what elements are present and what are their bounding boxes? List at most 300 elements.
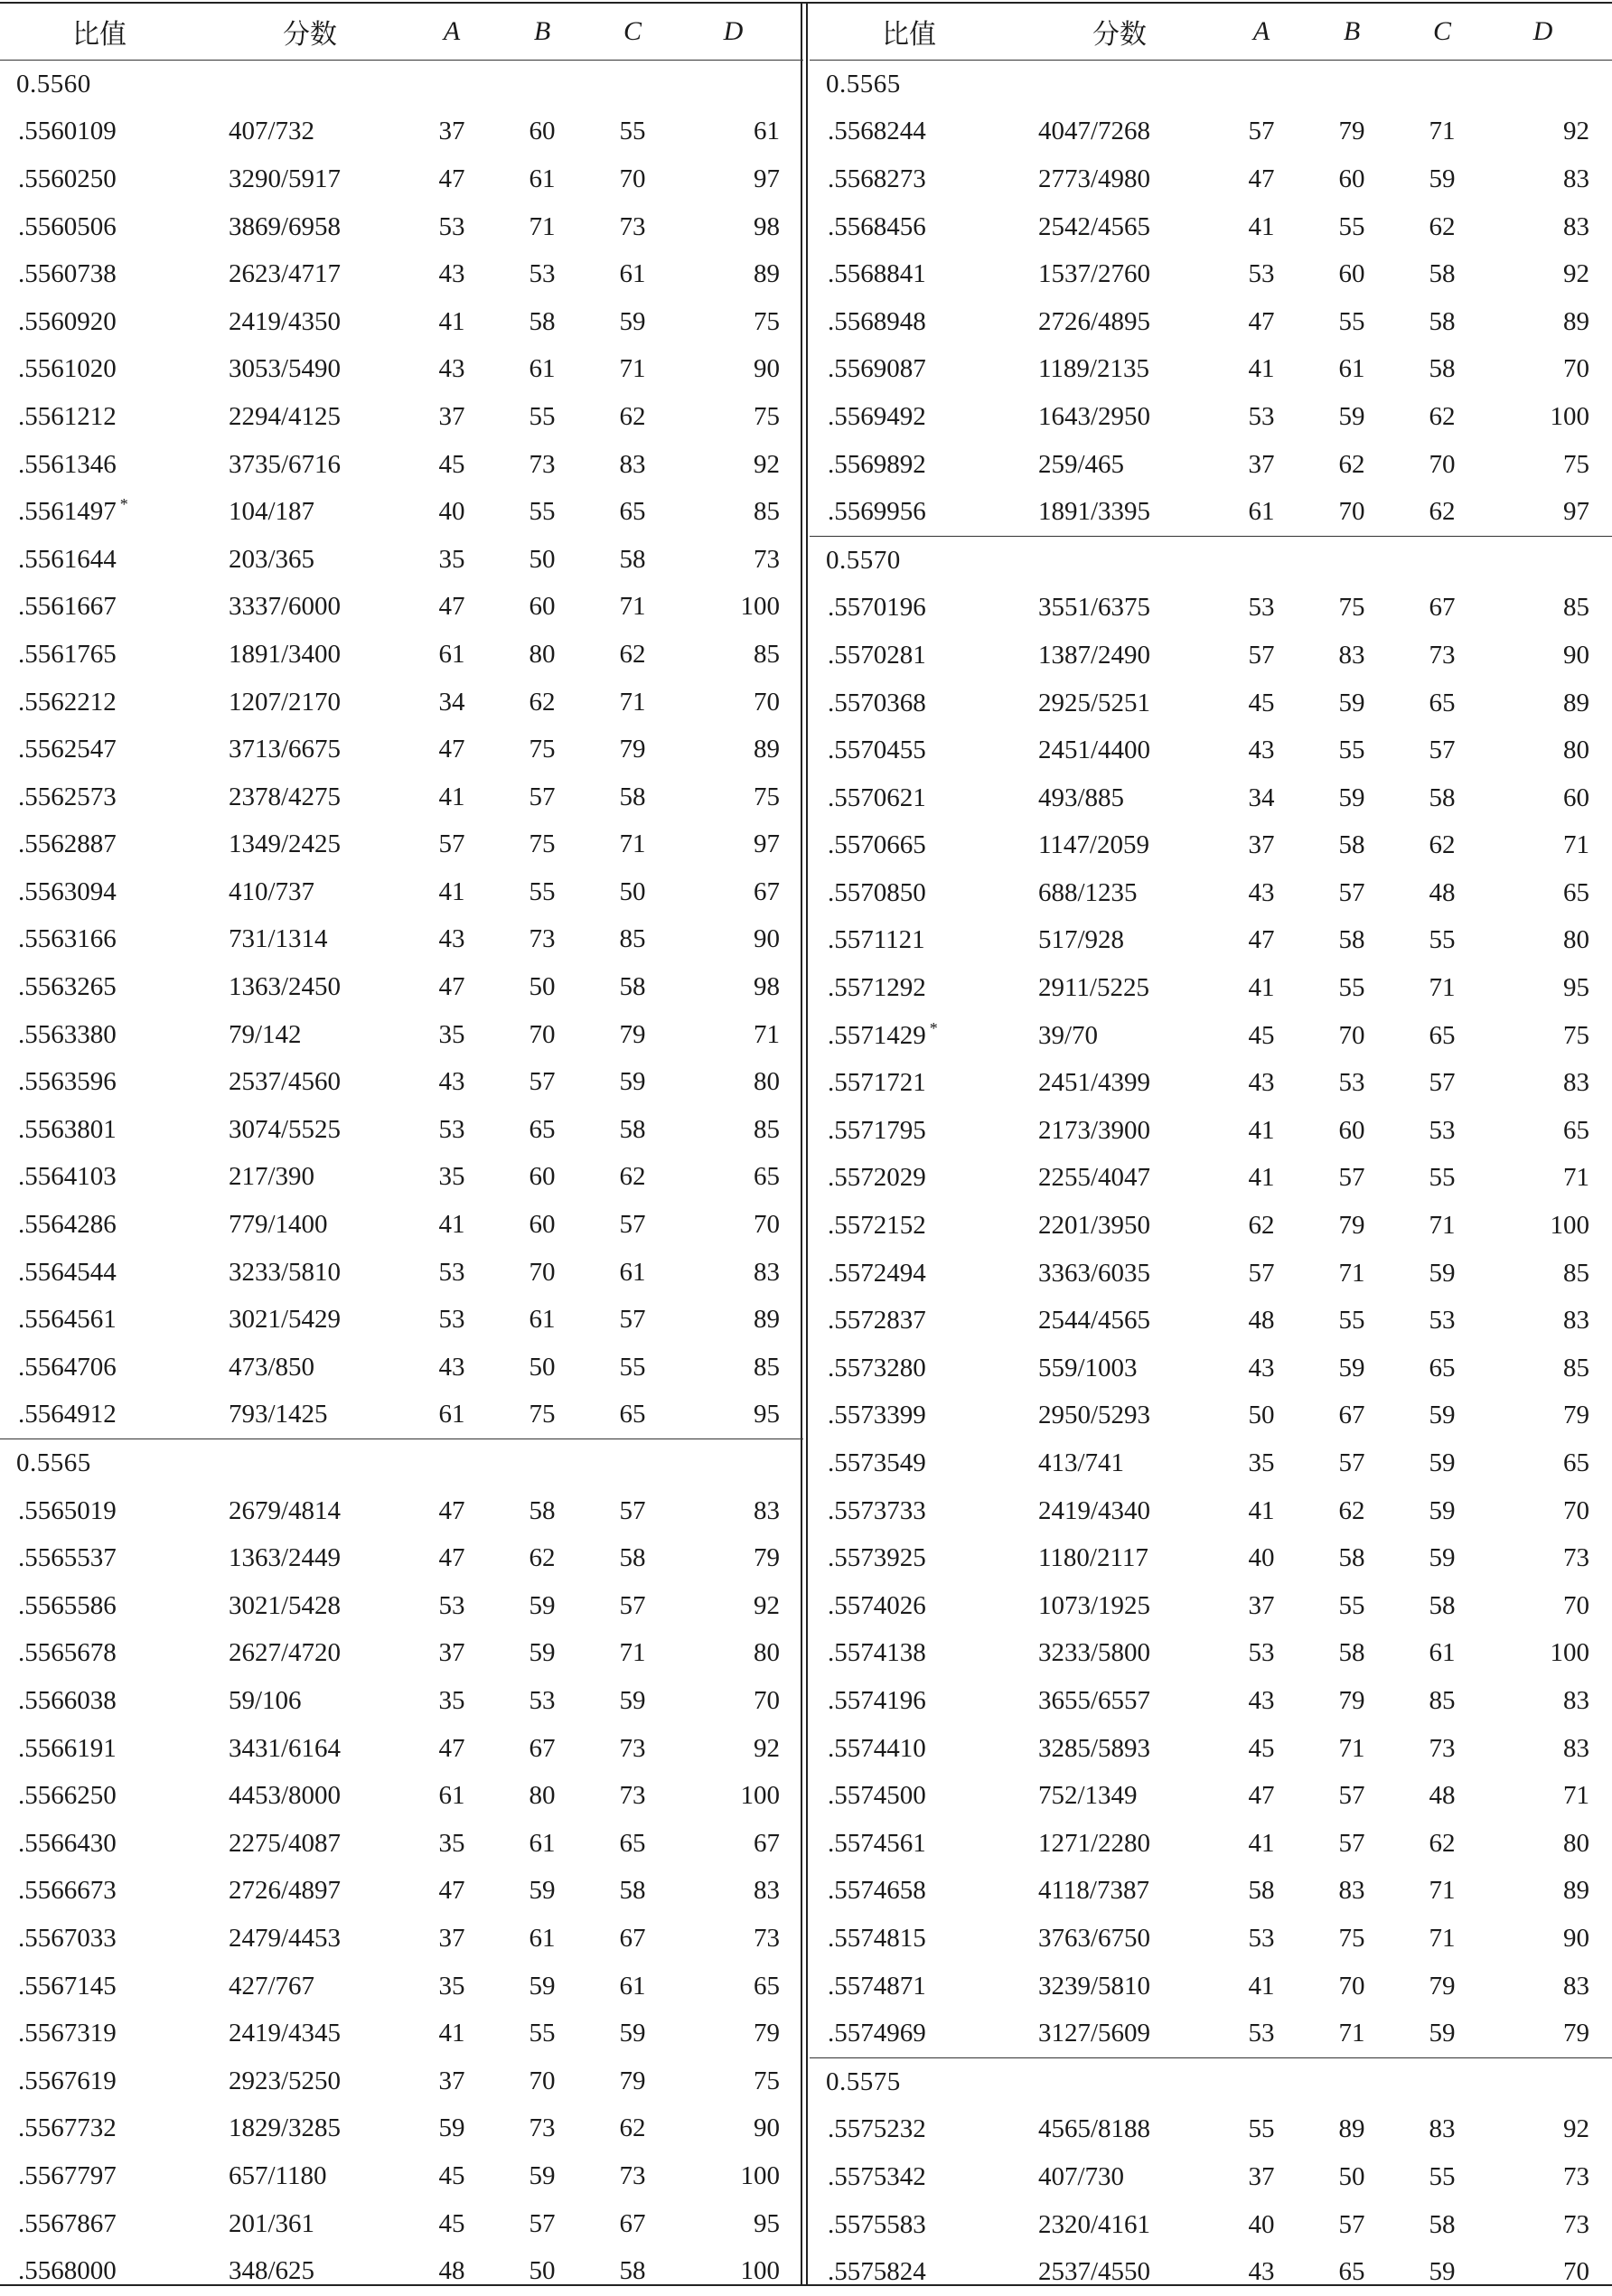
ratio-cell: [18, 536, 226, 584]
table-row: [0, 2247, 803, 2295]
table-row: [810, 585, 1612, 633]
ratio-value: .5560738: [18, 259, 117, 289]
table-row: [810, 822, 1612, 870]
c-cell: 58: [619, 782, 646, 811]
table-row: [0, 773, 803, 821]
ratio-value: .5568244: [828, 117, 926, 146]
b-cell: 70: [1338, 1020, 1365, 1050]
fraction-cell: 410/737: [229, 876, 315, 906]
ratio-value: .5567319: [18, 2019, 117, 2048]
c-cell: 58: [1429, 2209, 1456, 2239]
b-cell: 55: [1338, 973, 1365, 1003]
table-row: [0, 1154, 803, 1202]
a-cell: 41: [1248, 973, 1275, 1003]
fraction-cell: 2378/4275: [229, 782, 342, 811]
table-row: [0, 488, 803, 536]
b-cell: 60: [1338, 1115, 1365, 1145]
a-cell: 41: [1248, 1971, 1275, 2001]
a-cell: 37: [438, 1638, 465, 1668]
fraction-cell: 1189/2135: [1038, 354, 1149, 384]
table-row: [0, 584, 803, 632]
ratio-cell: [828, 155, 1036, 203]
d-cell: 89: [1563, 1876, 1589, 1906]
d-cell: 71: [754, 1019, 780, 1049]
ratio-value: .5562212: [18, 687, 117, 717]
ratio-value: .5568456: [828, 211, 926, 241]
table-row: [810, 1725, 1612, 1773]
c-cell: 59: [619, 1685, 646, 1715]
table-row: [0, 1582, 803, 1630]
b-cell: 57: [1338, 877, 1365, 907]
a-cell: 41: [1248, 211, 1275, 241]
ratio-cell: [18, 1106, 226, 1154]
ratio-value: .5575342: [828, 2161, 926, 2191]
c-cell: 59: [1429, 164, 1456, 193]
d-cell: 90: [754, 924, 780, 954]
b-cell: 58: [1338, 830, 1365, 860]
d-cell: 80: [754, 1067, 780, 1097]
table-row: [0, 155, 803, 203]
table-row: [0, 1915, 803, 1963]
b-cell: 83: [1338, 640, 1365, 670]
ratio-cell: [18, 1725, 226, 1773]
ratio-value: .5561212: [18, 401, 117, 431]
table-row: [810, 774, 1612, 822]
a-cell: 53: [438, 1590, 465, 1620]
c-cell: 62: [619, 1162, 646, 1192]
a-cell: 57: [1248, 1258, 1275, 1288]
c-cell: 62: [1429, 211, 1456, 241]
a-cell: 43: [438, 1352, 465, 1382]
ratio-cell: [18, 1201, 226, 1249]
table-row: [810, 2153, 1612, 2201]
table-row: [0, 2152, 803, 2200]
d-cell: 89: [754, 259, 780, 289]
d-cell: 92: [754, 1733, 780, 1763]
a-cell: 47: [1248, 164, 1275, 193]
table-header: [810, 3, 1612, 61]
d-cell: 100: [740, 1781, 780, 1811]
fraction-cell: 2275/4087: [229, 1828, 342, 1858]
c-cell: 62: [1429, 1828, 1456, 1858]
ratio-cell: [18, 773, 226, 821]
table-row: [810, 1534, 1612, 1582]
d-cell: 98: [754, 972, 780, 1002]
ratio-value: .5574969: [828, 2019, 926, 2048]
fraction-cell: 1387/2490: [1038, 640, 1151, 670]
table-row: [810, 1487, 1612, 1535]
c-cell: 73: [1429, 1733, 1456, 1763]
ratio-cell: [828, 1677, 1036, 1725]
ratio-cell: [828, 1345, 1036, 1392]
ratio-value: .5567619: [18, 2066, 117, 2095]
header-ratio: 比值: [882, 18, 936, 51]
ratio-value: .5574561: [828, 1828, 926, 1858]
b-cell: 61: [529, 354, 556, 384]
d-cell: 92: [754, 1590, 780, 1620]
table-row: [810, 250, 1612, 298]
a-cell: 61: [1248, 497, 1275, 527]
group-label: 0.5565: [826, 69, 901, 98]
d-cell: 100: [1550, 401, 1589, 431]
a-cell: 53: [438, 1257, 465, 1287]
fraction-cell: 3431/6164: [229, 1733, 342, 1763]
fraction-cell: 3021/5429: [229, 1305, 342, 1335]
ratio-cell: [828, 2248, 1036, 2296]
ratio-value: .5570665: [828, 830, 926, 860]
a-cell: 41: [1248, 1163, 1275, 1193]
a-cell: 57: [438, 829, 465, 859]
b-cell: 75: [529, 829, 556, 859]
ratio-cell: [828, 679, 1036, 727]
b-cell: 89: [1338, 2114, 1365, 2144]
ratio-cell: [18, 1630, 226, 1678]
c-cell: 53: [1429, 1306, 1456, 1335]
d-cell: 70: [754, 1210, 780, 1240]
c-cell: 59: [619, 306, 646, 336]
table-row: [0, 536, 803, 584]
d-cell: 92: [1563, 117, 1589, 146]
fraction-cell: 3021/5428: [229, 1590, 342, 1620]
table-header: [0, 3, 803, 61]
ratio-cell: [828, 2201, 1036, 2249]
d-cell: 83: [1563, 1685, 1589, 1715]
fraction-cell: 1207/2170: [229, 687, 342, 717]
d-cell: 98: [754, 211, 780, 241]
b-cell: 62: [529, 687, 556, 717]
fraction-cell: 1147/2059: [1038, 830, 1149, 860]
d-cell: 90: [754, 354, 780, 384]
c-cell: 65: [619, 1400, 646, 1429]
table-row: [810, 2106, 1612, 2154]
ratio-value: .5572029: [828, 1163, 926, 1193]
table-row: [810, 2248, 1612, 2296]
d-cell: 100: [1550, 1211, 1589, 1241]
ratio-cell: [18, 1249, 226, 1297]
ratio-cell: [18, 2152, 226, 2200]
d-cell: 100: [740, 2160, 780, 2190]
table-row: [810, 1155, 1612, 1203]
d-cell: 80: [1563, 925, 1589, 955]
ratio-value: .5566673: [18, 1876, 117, 1906]
b-cell: 62: [1338, 1495, 1365, 1525]
ratio-cell: [18, 584, 226, 632]
d-cell: 80: [1563, 1828, 1589, 1858]
b-cell: 58: [1338, 925, 1365, 955]
b-cell: 55: [529, 401, 556, 431]
ratio-cell: [828, 1297, 1036, 1345]
ratio-cell: [18, 631, 226, 679]
a-cell: 41: [438, 876, 465, 906]
c-cell: 83: [1429, 2114, 1456, 2144]
b-cell: 59: [529, 1590, 556, 1620]
table-row: [0, 1392, 803, 1439]
ratio-value: .5563094: [18, 876, 117, 906]
ratio-cell: [828, 250, 1036, 298]
c-cell: 57: [619, 1590, 646, 1620]
table-row: [0, 1011, 803, 1059]
a-cell: 41: [1248, 1495, 1275, 1525]
fraction-cell: 3127/5609: [1038, 2019, 1151, 2048]
fraction-cell: 473/850: [229, 1352, 315, 1382]
fraction-cell: 2451/4399: [1038, 1068, 1151, 1098]
b-cell: 55: [1338, 1590, 1365, 1620]
c-cell: 61: [1429, 1638, 1456, 1668]
ratio-cell: [828, 1963, 1036, 2010]
d-cell: 90: [754, 2113, 780, 2143]
ratio-value: .5560506: [18, 211, 117, 241]
ratio-value: .5568948: [828, 306, 926, 336]
ratio-cell: [828, 1202, 1036, 1250]
b-cell: 67: [529, 1733, 556, 1763]
b-cell: 71: [529, 211, 556, 241]
a-cell: 47: [438, 1495, 465, 1525]
ratio-cell: [18, 441, 226, 489]
a-cell: 41: [438, 2019, 465, 2048]
b-cell: 53: [529, 1685, 556, 1715]
ratio-value: .5572837: [828, 1306, 926, 1335]
b-cell: 57: [1338, 1781, 1365, 1811]
b-cell: 75: [529, 735, 556, 764]
a-cell: 37: [438, 401, 465, 431]
a-cell: 43: [438, 354, 465, 384]
d-cell: 79: [754, 2019, 780, 2048]
table-row: [0, 868, 803, 916]
c-cell: 61: [619, 259, 646, 289]
fraction-cell: 2925/5251: [1038, 688, 1151, 717]
ratio-cell: [828, 1012, 1036, 1060]
a-cell: 43: [1248, 1685, 1275, 1715]
d-cell: 73: [1563, 1543, 1589, 1573]
c-cell: 57: [619, 1495, 646, 1525]
fraction-cell: 1180/2117: [1038, 1543, 1148, 1573]
ratio-value: .5569492: [828, 401, 926, 431]
b-cell: 58: [529, 1495, 556, 1525]
b-cell: 57: [1338, 1828, 1365, 1858]
d-cell: 89: [1563, 688, 1589, 717]
a-cell: 50: [1248, 1401, 1275, 1430]
ratio-value: .5572494: [828, 1258, 926, 1288]
table-row: [0, 821, 803, 869]
ratio-cell: [18, 155, 226, 203]
ratio-cell: [18, 1677, 226, 1725]
d-cell: 97: [754, 164, 780, 193]
asterisk-mark: *: [929, 1018, 938, 1037]
ratio-cell: [18, 2010, 226, 2057]
c-cell: 55: [619, 117, 646, 146]
d-cell: 75: [754, 2066, 780, 2095]
ratio-value: .5566250: [18, 1781, 117, 1811]
ratio-value: .5563166: [18, 924, 117, 954]
ratio-cell: [828, 1107, 1036, 1155]
d-cell: 75: [754, 306, 780, 336]
ratio-value: .5561020: [18, 354, 117, 384]
ratio-cell: [828, 964, 1036, 1012]
d-cell: 92: [754, 449, 780, 479]
c-cell: 71: [1429, 1211, 1456, 1241]
c-cell: 71: [1429, 1876, 1456, 1906]
c-cell: 70: [1429, 449, 1456, 479]
ratio-cell: [828, 1155, 1036, 1203]
a-cell: 43: [438, 1067, 465, 1097]
ratio-value: .5572152: [828, 1211, 926, 1241]
fraction-cell: 3551/6375: [1038, 593, 1151, 623]
ratio-cell: [18, 108, 226, 156]
ratio-value: .5570281: [828, 640, 926, 670]
ratio-value: .5571292: [828, 973, 926, 1003]
ratio-value: .5574871: [828, 1971, 926, 2001]
a-cell: 43: [438, 924, 465, 954]
d-cell: 95: [754, 2208, 780, 2238]
ratio-value: .5562573: [18, 782, 117, 811]
ratio-cell: [18, 2247, 226, 2295]
table-row: [810, 679, 1612, 727]
fraction-cell: 3053/5490: [229, 354, 342, 384]
c-cell: 62: [1429, 830, 1456, 860]
b-cell: 61: [529, 1828, 556, 1858]
c-cell: 59: [1429, 1543, 1456, 1573]
fraction-cell: 2950/5293: [1038, 1401, 1151, 1430]
ratio-cell: [828, 2106, 1036, 2154]
ratio-cell: [828, 2153, 1036, 2201]
c-cell: 59: [1429, 1495, 1456, 1525]
d-cell: 100: [740, 592, 780, 622]
table-row: [0, 1772, 803, 1820]
asterisk-mark: *: [119, 495, 128, 514]
ratio-value: .5567867: [18, 2208, 117, 2238]
d-cell: 80: [754, 1638, 780, 1668]
table-row: [810, 393, 1612, 441]
ratio-cell: [18, 679, 226, 726]
ratio-cell: [18, 2200, 226, 2248]
ratio-cell: [18, 1392, 226, 1439]
ratio-cell: [828, 1439, 1036, 1487]
table-body: [810, 61, 1612, 2296]
b-cell: 50: [1338, 2161, 1365, 2191]
header-c: C: [1432, 15, 1451, 46]
d-cell: 89: [754, 735, 780, 764]
fraction-cell: 413/741: [1038, 1448, 1125, 1478]
a-cell: 53: [1248, 401, 1275, 431]
b-cell: 58: [1338, 1543, 1365, 1573]
table-row: [0, 631, 803, 679]
table-row: [0, 2200, 803, 2248]
group-label: 0.5565: [16, 1448, 91, 1478]
ratio-cell: [828, 2010, 1036, 2057]
b-cell: 53: [529, 259, 556, 289]
a-cell: 53: [438, 1114, 465, 1144]
table-row: [0, 250, 803, 298]
ratio-value: .5564561: [18, 1305, 117, 1335]
d-cell: 70: [1563, 354, 1589, 384]
a-cell: 35: [1248, 1448, 1275, 1478]
ratio-value: .5565586: [18, 1590, 117, 1620]
b-cell: 55: [1338, 211, 1365, 241]
a-cell: 41: [1248, 1115, 1275, 1145]
a-cell: 47: [1248, 306, 1275, 336]
b-cell: 55: [1338, 306, 1365, 336]
a-cell: 45: [1248, 1733, 1275, 1763]
a-cell: 59: [438, 2113, 465, 2143]
ratio-value: .5570196: [828, 593, 926, 623]
ratio-value: .5563801: [18, 1114, 117, 1144]
ratio-cell: [828, 298, 1036, 346]
table-row: [810, 1820, 1612, 1868]
ratio-cell: [18, 203, 226, 251]
c-cell: 65: [1429, 1353, 1456, 1382]
d-cell: 71: [1563, 1781, 1589, 1811]
d-cell: 70: [1563, 1590, 1589, 1620]
b-cell: 59: [529, 1971, 556, 2001]
ratio-cell: [18, 821, 226, 869]
ratio-value: .5563380: [18, 1019, 117, 1049]
d-cell: 83: [754, 1876, 780, 1906]
d-cell: 75: [1563, 1020, 1589, 1050]
ratio-cell: [18, 298, 226, 346]
d-cell: 65: [1563, 877, 1589, 907]
table-row: [810, 1297, 1612, 1345]
ratio-value: .5566191: [18, 1733, 117, 1763]
c-cell: 65: [1429, 1020, 1456, 1050]
fraction-cell: 3763/6750: [1038, 1923, 1151, 1953]
b-cell: 70: [529, 2066, 556, 2095]
b-cell: 55: [529, 497, 556, 527]
d-cell: 83: [1563, 1733, 1589, 1763]
b-cell: 62: [1338, 449, 1365, 479]
fraction-cell: 2544/4565: [1038, 1306, 1151, 1335]
ratio-cell: [18, 1011, 226, 1059]
d-cell: 92: [1563, 2114, 1589, 2144]
fraction-cell: 1891/3400: [229, 639, 342, 669]
ratio-value: .5574815: [828, 1923, 926, 1953]
table-row: [810, 1012, 1612, 1060]
a-cell: 45: [438, 449, 465, 479]
table-row: [810, 1250, 1612, 1298]
c-cell: 79: [619, 735, 646, 764]
b-cell: 57: [529, 2208, 556, 2238]
a-cell: 48: [438, 2256, 465, 2286]
fraction-cell: 2773/4980: [1038, 164, 1151, 193]
d-cell: 73: [1563, 2161, 1589, 2191]
table-row: [810, 2010, 1612, 2057]
b-cell: 59: [1338, 783, 1365, 812]
table-row: [0, 203, 803, 251]
fraction-cell: 3713/6675: [229, 735, 342, 764]
d-cell: 95: [1563, 973, 1589, 1003]
group-header-row: [810, 536, 1612, 585]
c-cell: 58: [619, 2256, 646, 2286]
ratio-cell: [828, 726, 1036, 774]
c-cell: 67: [619, 2208, 646, 2238]
fraction-cell: 4118/7387: [1038, 1876, 1149, 1906]
a-cell: 47: [438, 1876, 465, 1906]
fraction-cell: 79/142: [229, 1019, 302, 1049]
fraction-cell: 348/625: [229, 2256, 315, 2286]
c-cell: 67: [1429, 593, 1456, 623]
d-cell: 80: [1563, 736, 1589, 765]
c-cell: 55: [619, 1352, 646, 1382]
header-a: A: [443, 15, 461, 46]
fraction-cell: 3239/5810: [1038, 1971, 1151, 2001]
fraction-cell: 2419/4345: [229, 2019, 342, 2048]
table-row: [810, 964, 1612, 1012]
table-row: [0, 298, 803, 346]
c-cell: 53: [1429, 1115, 1456, 1145]
c-cell: 57: [619, 1305, 646, 1335]
ratio-value: .5567033: [18, 1923, 117, 1953]
fraction-cell: 3655/6557: [1038, 1685, 1151, 1715]
a-cell: 57: [1248, 640, 1275, 670]
